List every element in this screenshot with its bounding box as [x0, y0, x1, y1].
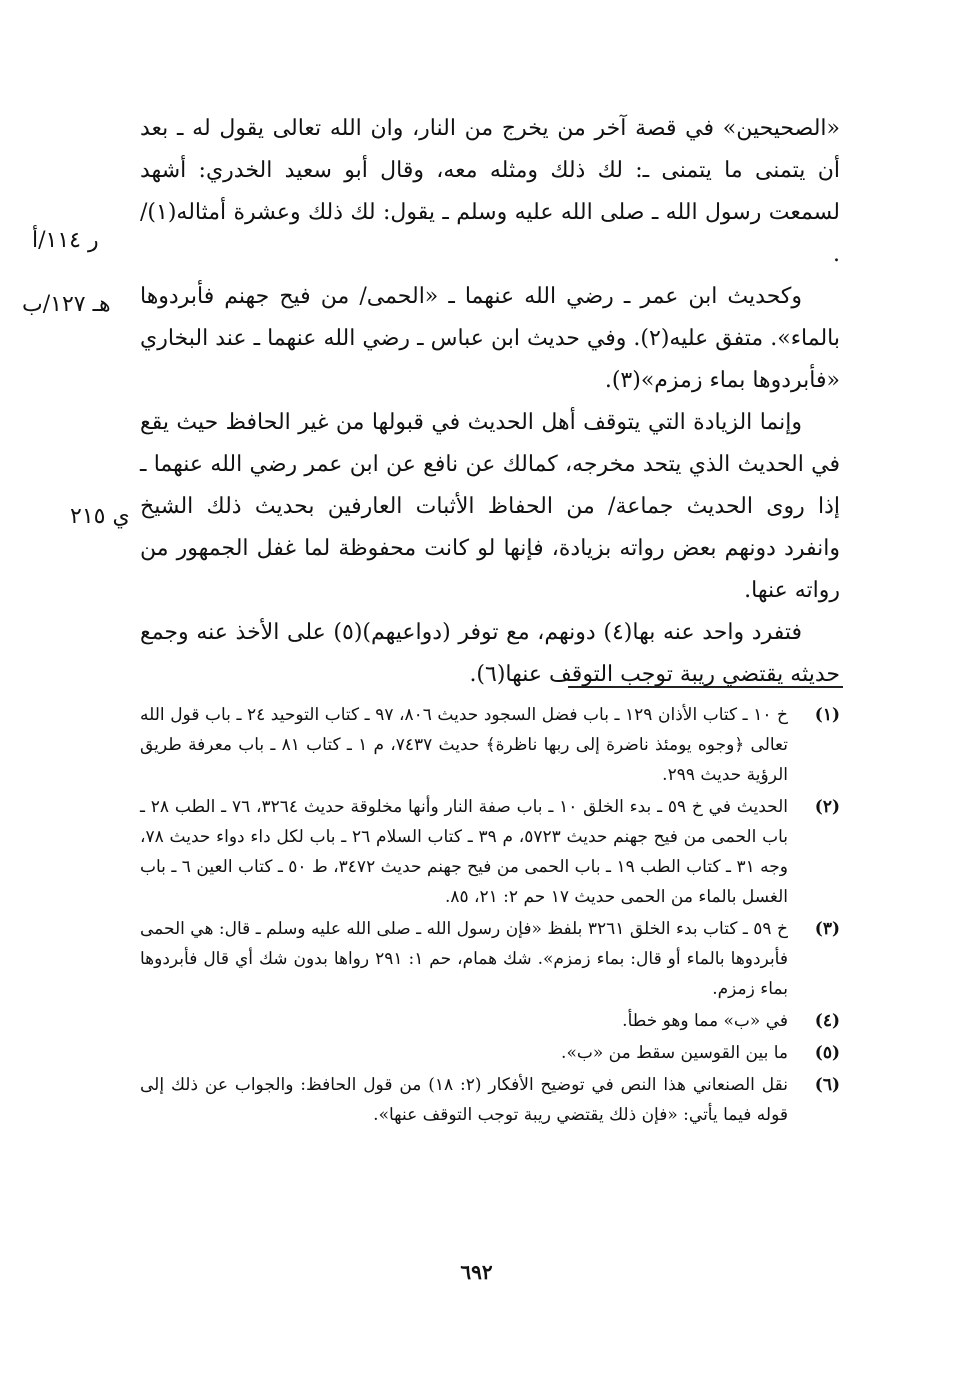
footnote-item [140, 914, 840, 1004]
footnote-text: ما بين القوسين سقط من «ب». [561, 1043, 788, 1063]
paragraph-3: وإنما الزيادة التي يتوقف أهل الحديث في قبولها من غير الحافظ حيث يقع في الحديث الذي يتحد مخرجه، كمالك عن نافع عن ابن عمر رضي الله عنهما ـ إذا روى الحديث جماعة/ من الحفاظ الأثبات العارفين بحديث ذلك الشيخ وانفرد دونهم بعض رواته بزيادة، فإنها لو كانت محفوظة لما غفل الجمهور من رواته عنها. [140, 410, 840, 603]
footnote-number: (٥) [814, 1043, 840, 1063]
footnotes-list [140, 700, 840, 1132]
margin-note-manuscript-r: ر ١١٤/أ [32, 228, 99, 253]
footnote-separator [568, 686, 843, 688]
margin-note-manuscript-y: ي ٢١٥ [70, 504, 130, 529]
footnote-number: (٤) [814, 1011, 840, 1031]
footnote-item [140, 1070, 840, 1130]
footnote-text: نقل الصنعاني هذا النص في توضيح الأفكار (٢: ١٨) من قول الحافظ: والجواب عن ذلك إلى قوله فيما يأتي: «فإن ذلك يقتضي ريبة توجب التوقف عنها». [140, 1075, 788, 1125]
page-number: ٦٩٢ [460, 1260, 493, 1284]
main-text-block [140, 108, 840, 696]
footnote-number: (١) [814, 705, 840, 725]
paragraph-4: فتفرد واحد عنه بها(٤) دونهم، مع توفر (دواعيهم)(٥) على الأخذ عنه وجمع حديثه يقتضي ريبة توجب التوقف عنها(٦). [140, 620, 840, 687]
footnote-text: خ ٥٩ ـ كتاب بدء الخلق ٣٢٦١ بلفظ «فإن رسول الله ـ صلى الله عليه وسلم ـ قال: هي الحمى فأبردوها بالماء أو قال: بماء زمزم». شك همام، حم ١: ٢٩١ رواها بدون شك أي قال فأبردوها بماء زمزم. [140, 919, 788, 999]
footnote-item [140, 792, 840, 912]
footnote-number: (٢) [814, 797, 840, 817]
margin-note-manuscript-h: هـ ١٢٧/ب [22, 292, 111, 317]
footnote-number: (٣) [814, 919, 840, 939]
footnote-text: في «ب» مما وهو خطأ. [622, 1011, 788, 1031]
paragraph-2: وكحديث ابن عمر ـ رضي الله عنهما ـ «الحمى/ من فيح جهنم فأبردوها بالماء». متفق عليه(٢). وفي حديث ابن عباس ـ رضي الله عنهما ـ عند البخاري «فأبردوها بماء زمزم»(٣). [140, 284, 840, 393]
footnote-text: خ ١٠ ـ كتاب الأذان ١٢٩ ـ باب فضل السجود حديث ٨٠٦، ٩٧ ـ كتاب التوحيد ٢٤ ـ باب قول الله تعالى ﴿وجوه يومئذ ناضرة إلى ربها ناظرة﴾ حديث ٧٤٣٧، م ١ ـ كتاب ٨١ ـ باب معرفة طريق الرؤية حديث ٢٩٩. [140, 705, 789, 785]
footnote-item [140, 1006, 840, 1036]
footnote-number: (٦) [814, 1075, 840, 1095]
footnote-text: الحديث في خ ٥٩ ـ بدء الخلق ١٠ ـ باب صفة النار وأنها مخلوقة حديث ٣٢٦٤، ٧٦ ـ الطب ٢٨ ـ باب الحمى من فيح جهنم حديث ٥٧٢٣، م ٣٩ ـ كتاب السلام ٢٦ ـ باب لكل داء دواء حديث ٧٨، وجه ٣١ ـ كتاب الطب ١٩ ـ باب الحمى من فيح جهنم حديث ٣٤٧٢، ط ٥٠ ـ كتاب العين ٦ ـ باب الغسل بالماء من الحمى حديث ١٧ حم ٢: ٢١، ٨٥. [140, 797, 788, 907]
footnote-item [140, 1038, 840, 1068]
paragraph-1: «الصحيحين» في قصة آخر من يخرج من النار، وان الله تعالى يقول له ـ بعد أن يتمنى ما يتمنى ـ: لك ذلك ومثله معه، وقال أبو سعيد الخدري: أشهد لسمعت رسول الله ـ صلى الله عليه وسلم ـ يقول: لك ذلك وعشرة أمثاله(١)/ . [140, 116, 840, 267]
footnote-item [140, 700, 840, 790]
